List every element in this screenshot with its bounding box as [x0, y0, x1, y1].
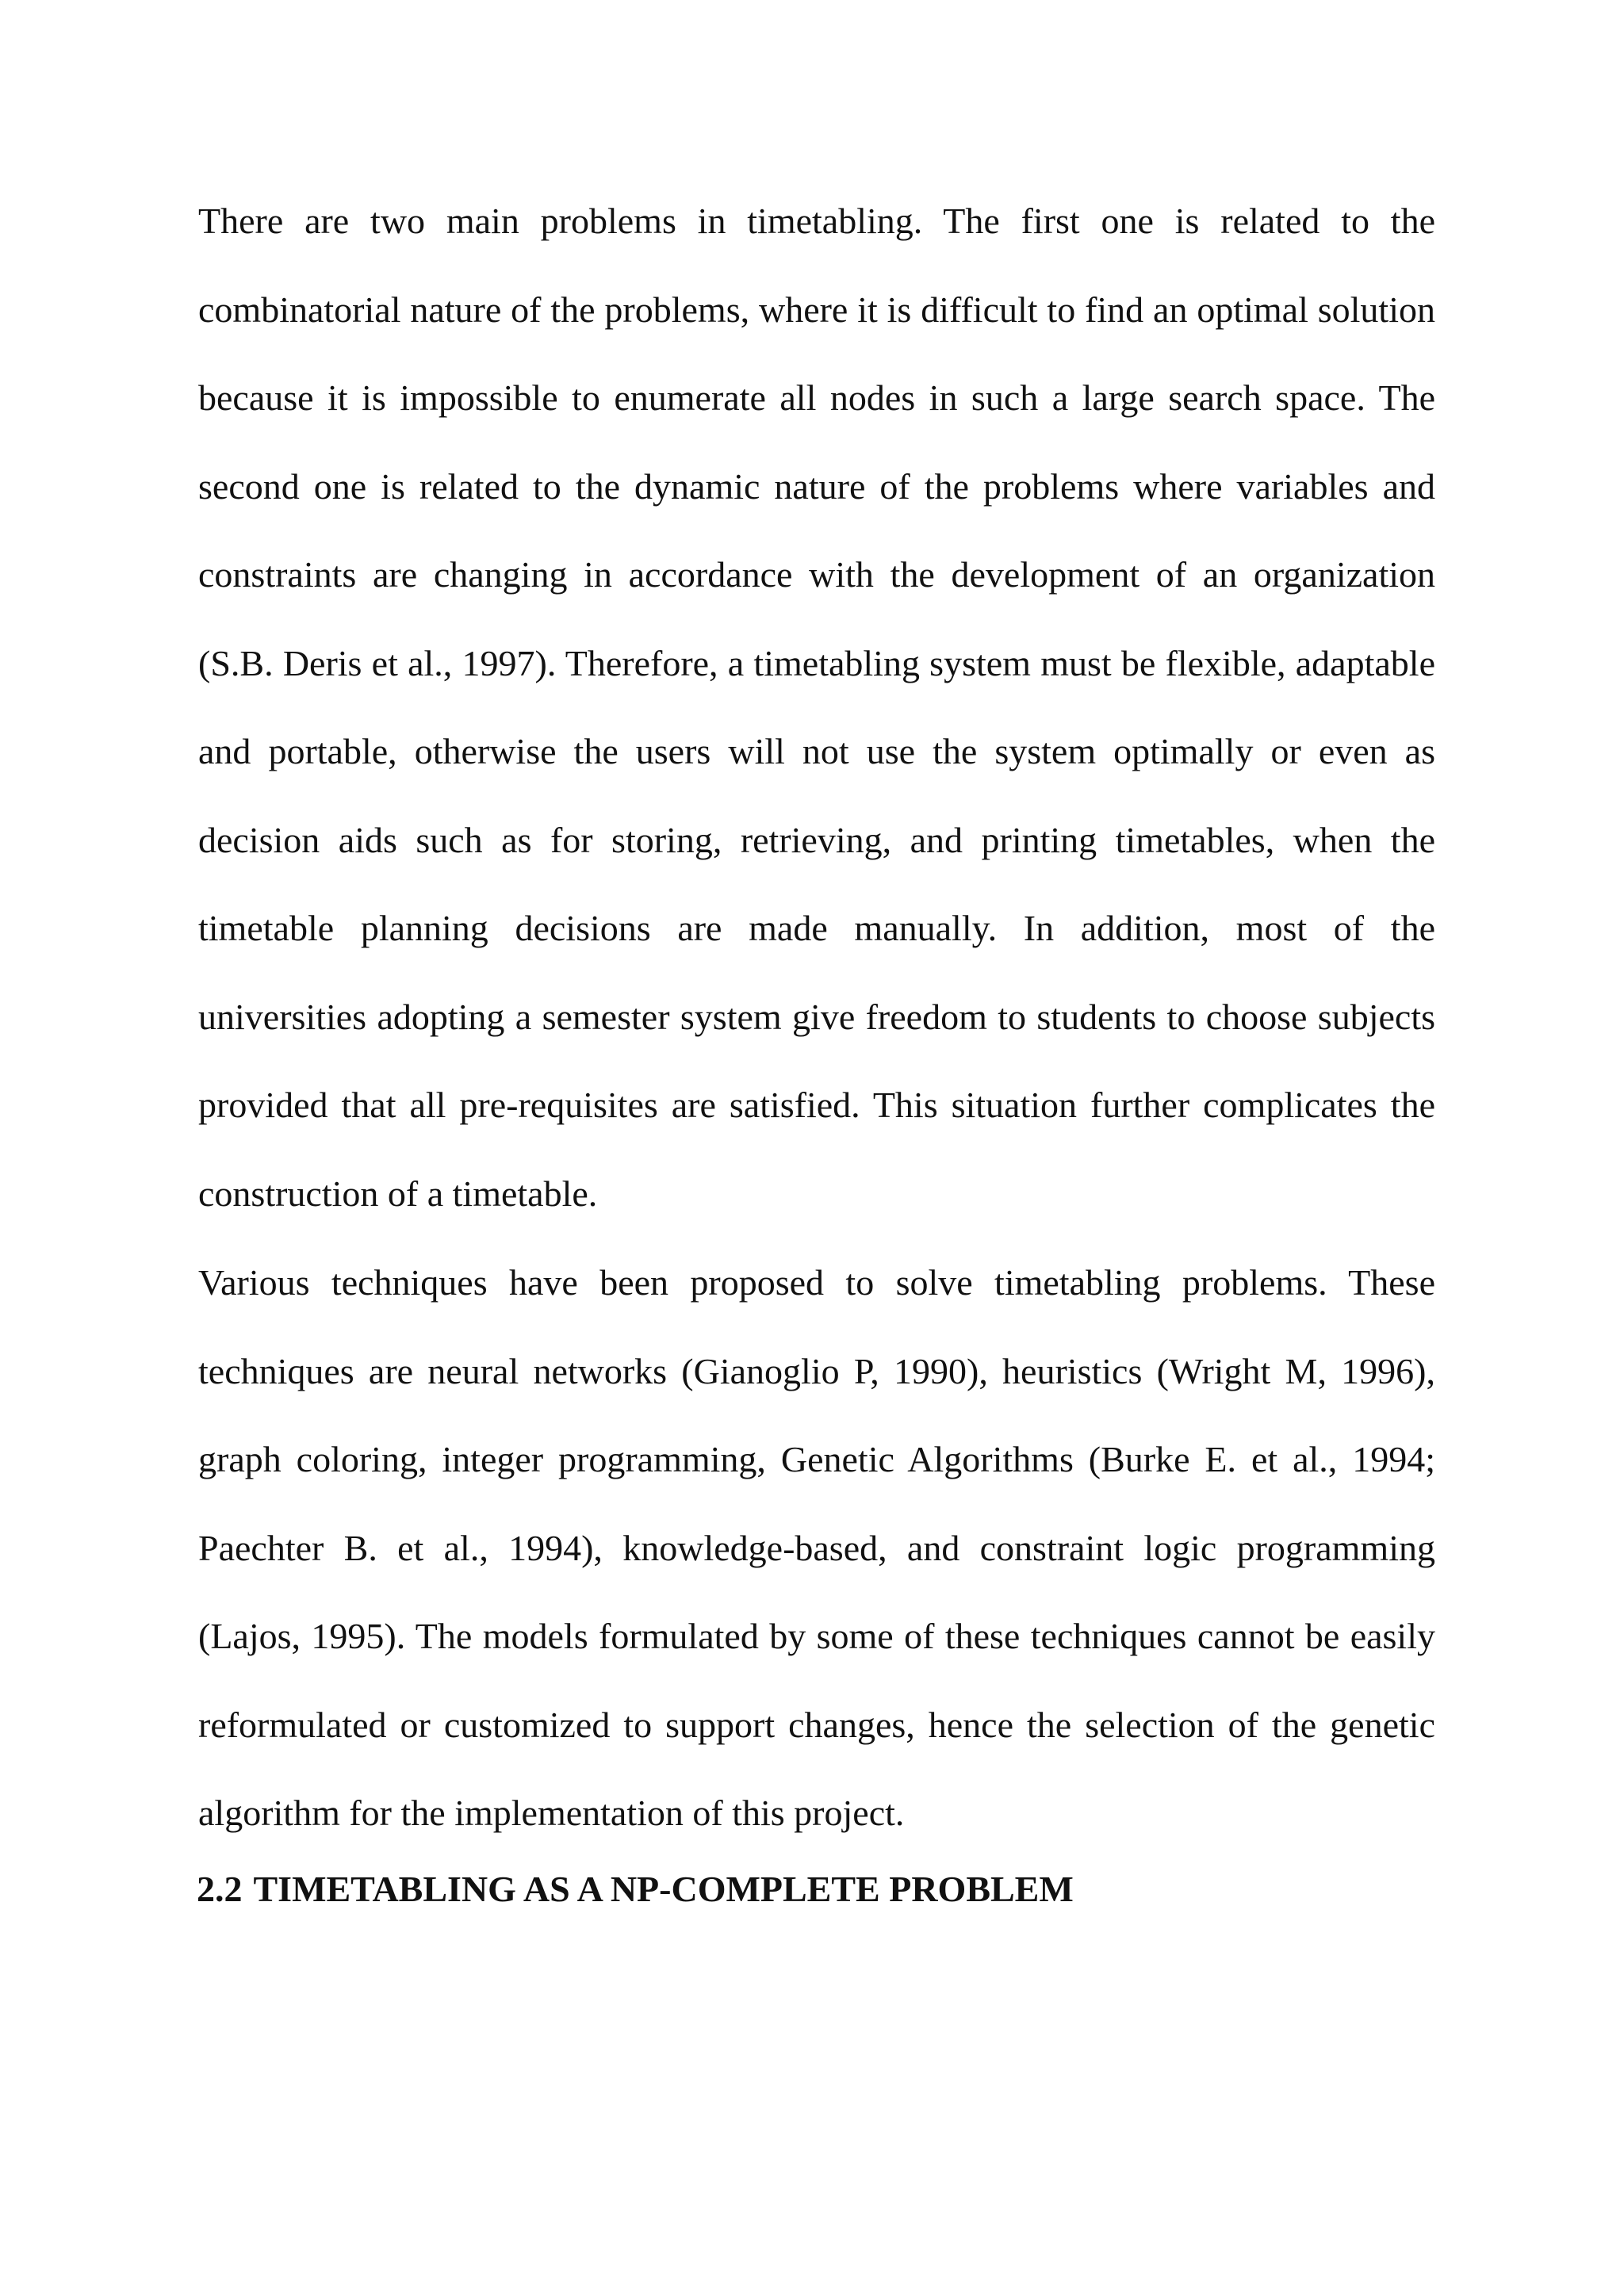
section-number: 2.2 [197, 1869, 243, 1909]
body-paragraph-2: Various techniques have been proposed to solve timetabling problems. These techniques are neural networks (Gianoglio P, 1990), heuristics (Wright M, 1996), graph coloring, integer programming, Genetic Algorithms (Burke E. et al., 1994; Paechter B. et al., 1994), knowledge-based, and constraint logic programming (Lajos, 1995). The models formulated by some of these techniques cannot be easily reformulated or customized to support changes, hence the selection of the genetic algorithm for the implementation of this project. [198, 1262, 1435, 1833]
section-heading [197, 1868, 1074, 1910]
body-paragraph-1: There are two main problems in timetabling. The first one is related to the combinatorial nature of the problems, where it is difficult to find an optimal solution because it is impossible to enumerate all nodes in such a large search space. The second one is related to the dynamic nature of the problems where variables and constraints are changing in accordance with the development of an organization (S.B. Deris et al., 1997). Therefore, a timetabling system must be flexible, adaptable and portable, otherwise the users will not use the system optimally or even as decision aids such as for storing, retrieving, and printing timetables, when the timetable planning decisions are made manually. In addition, most of the universities adopting a semester system give freedom to students to choose subjects provided that all pre-requisites are satisfied. This situation further complicates the construction of a timetable. [198, 201, 1435, 1214]
section-title: TIMETABLING AS A NP-COMPLETE PROBLEM [253, 1869, 1074, 1909]
